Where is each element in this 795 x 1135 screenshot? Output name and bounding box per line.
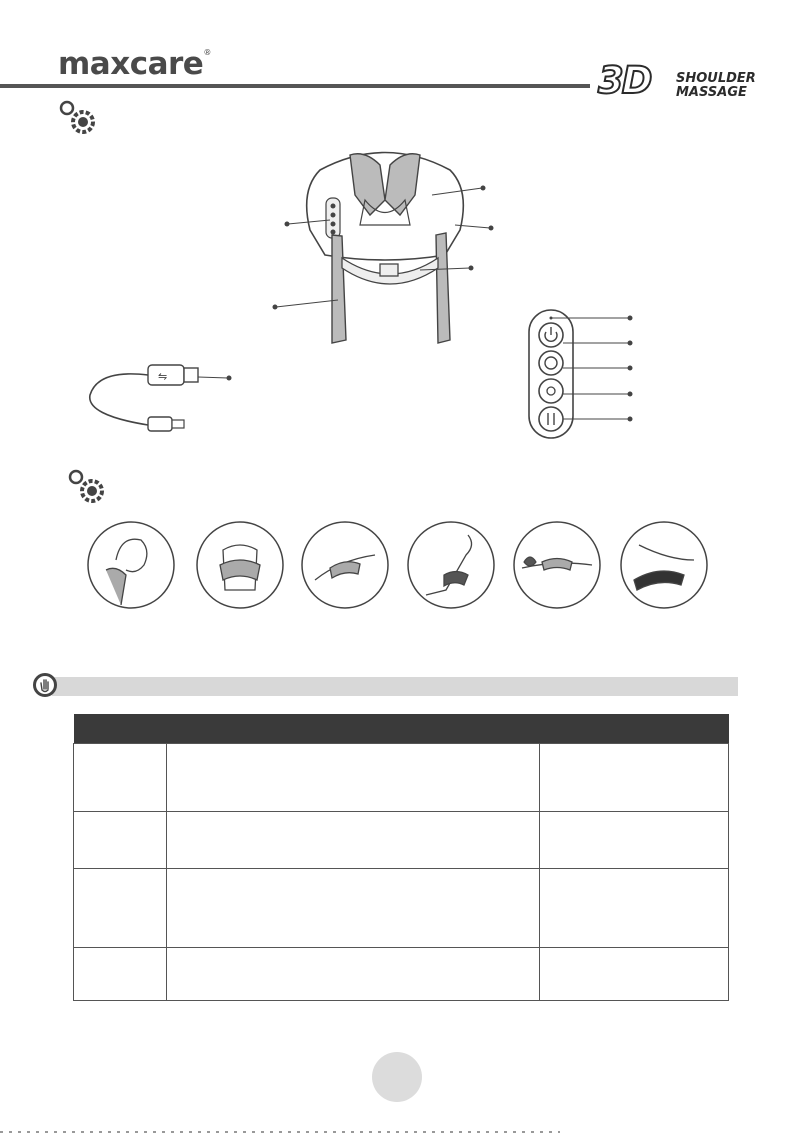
spec-table [73,714,729,1001]
usage-back [195,520,285,610]
brand-logo [58,46,211,82]
registered-mark: ® [203,48,211,57]
usage-calf [619,520,709,610]
row-description [167,869,540,948]
row-value [540,744,729,812]
usb-cable-diagram [78,355,238,435]
badge-line-2: MASSAGE [676,85,747,100]
svg-text:⇋: ⇋ [158,370,168,383]
row-value [540,812,729,869]
header-rule [0,84,590,88]
row-description [167,948,540,1001]
usage-thigh [406,520,496,610]
usage-neck [86,520,176,610]
page-number-circle [372,1052,422,1102]
hand-stop-icon [33,673,57,697]
control-panel-diagram [525,308,635,440]
row-value [540,948,729,1001]
table-row [74,812,729,869]
gears-icon [55,98,99,138]
badge-3d: 3D [598,59,651,102]
table-row [74,869,729,948]
note-bar [52,677,738,696]
spec-table-header [74,714,729,744]
row-label [74,948,167,1001]
row-label [74,812,167,869]
usage-waist [300,520,390,610]
footer-strip [0,1128,795,1135]
badge-line-1: SHOULDER [676,71,756,86]
table-row [74,948,729,1001]
row-description [167,812,540,869]
row-value [540,869,729,948]
product-badge [598,60,768,102]
massager-diagram [270,140,500,355]
row-label [74,744,167,812]
row-label [74,869,167,948]
table-row [74,744,729,812]
row-description [167,744,540,812]
usage-lower-back [512,520,602,610]
brand-name: maxcare [58,46,204,82]
gears-icon [64,467,108,507]
